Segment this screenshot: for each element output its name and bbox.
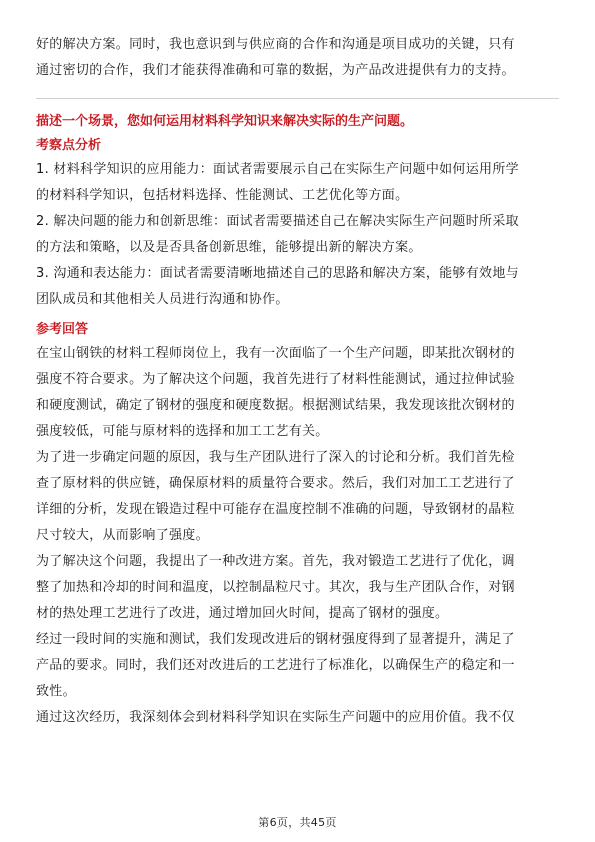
text-line: 1. 材料科学知识的应用能力：面试者需要展示自己在实际生产问题中如何运用所学	[36, 162, 519, 177]
text-line: 通过这次经历，我深刻体会到材料科学知识在实际生产问题中的应用价值。我不仅	[36, 710, 515, 725]
intro-paragraph	[36, 32, 559, 84]
answer-paragraph-2	[36, 445, 559, 549]
text-line: 在宝山钢铁的材料工程师岗位上，我有一次面临了一个生产问题，即某批次钢材的	[36, 346, 515, 361]
section-divider	[36, 98, 559, 99]
text-line: 经过一段时间的实施和测试，我们发现改进后的钢材强度得到了显著提升，满足了	[36, 632, 515, 647]
text-line: 好的解决方案。同时，我也意识到与供应商的合作和沟通是项目成功的关键，只有	[36, 37, 515, 52]
analysis-item-1	[36, 157, 559, 209]
text-line: 强度较低，可能与原材料的选择和加工工艺有关。	[36, 424, 329, 439]
text-line: 团队成员和其他相关人员进行沟通和协作。	[36, 292, 289, 307]
answer-paragraph-3	[36, 549, 559, 627]
text-line: 的方法和策略，以及是否具备创新思维，能够提出新的解决方案。	[36, 240, 422, 255]
document-content	[36, 32, 559, 731]
page-number-footer: 第6页，共45页	[258, 816, 337, 829]
text-line: 为了解决这个问题，我提出了一种改进方案。首先，我对锻造工艺进行了优化，调	[36, 554, 515, 569]
text-line: 通过密切的合作，我们才能获得准确和可靠的数据，为产品改进提供有力的支持。	[36, 63, 515, 78]
analysis-item-2	[36, 209, 559, 261]
text-line: 尺寸较大，从而影响了强度。	[36, 528, 209, 543]
text-line: 详细的分析，发现在锻造过程中可能存在温度控制不准确的问题，导致钢材的晶粒	[36, 502, 515, 517]
answer-title: 参考回答	[36, 322, 89, 337]
text-line: 强度不符合要求。为了解决这个问题，我首先进行了材料性能测试，通过拉伸试验	[36, 372, 515, 387]
text-line: 3. 沟通和表达能力：面试者需要清晰地描述自己的思路和解决方案，能够有效地与	[36, 266, 519, 281]
text-line: 整了加热和冷却的时间和温度，以控制晶粒尺寸。其次，我与生产团队合作，对钢	[36, 580, 515, 595]
text-line: 致性。	[36, 684, 76, 699]
answer-body	[36, 341, 559, 731]
analysis-item-3	[36, 261, 559, 313]
text-line: 的材料科学知识，包括材料选择、性能测试、工艺优化等方面。	[36, 188, 409, 203]
text-line: 为了进一步确定问题的原因，我与生产团队进行了深入的讨论和分析。我们首先检	[36, 450, 515, 465]
text-line: 查了原材料的供应链，确保原材料的质量符合要求。然后，我们对加工工艺进行了	[36, 476, 515, 491]
text-line: 产品的要求。同时，我们还对改进后的工艺进行了标准化，以确保生产的稳定和一	[36, 658, 515, 673]
answer-paragraph-5	[36, 705, 559, 731]
question-heading: 描述一个场景，您如何运用材料科学知识来解决实际的生产问题。	[36, 114, 414, 129]
text-line: 材的热处理工艺进行了改进，通过增加回火时间，提高了钢材的强度。	[36, 606, 449, 621]
analysis-list	[36, 157, 559, 313]
text-line: 2. 解决问题的能力和创新思维：面试者需要描述自己在解决实际生产问题时所采取	[36, 214, 519, 229]
text-line: 和硬度测试，确定了钢材的强度和硬度数据。根据测试结果，我发现该批次钢材的	[36, 398, 515, 413]
analysis-title: 考察点分析	[36, 138, 102, 153]
answer-paragraph-1	[36, 341, 559, 445]
answer-paragraph-4	[36, 627, 559, 705]
